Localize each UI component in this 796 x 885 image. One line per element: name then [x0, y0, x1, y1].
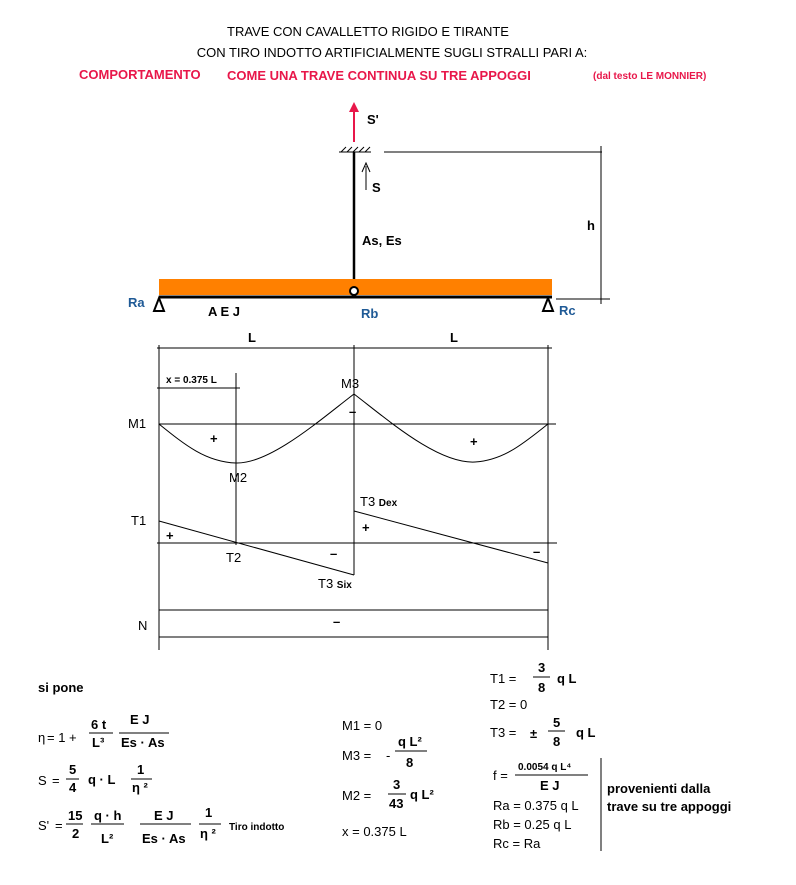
m3-label: M3	[341, 376, 360, 391]
s-eq: =	[52, 773, 60, 788]
normal-force-box	[159, 610, 548, 637]
s-label: S	[372, 180, 381, 195]
x-formula: x = 0.375 L	[342, 824, 407, 839]
s-one: 1	[137, 762, 145, 777]
n-label: N	[138, 618, 148, 633]
s-prime-label: S'	[367, 112, 379, 127]
rc-formula: Rc = Ra	[493, 836, 541, 851]
f-formula-label: f =	[493, 768, 508, 783]
tiro-indotto-label: Tiro indotto	[229, 822, 285, 833]
source-note: (dal testo LE MONNIER)	[593, 71, 707, 82]
t1-label: T1	[131, 513, 147, 528]
shear-left-line	[159, 521, 354, 575]
t2-formula: T2 = 0	[490, 697, 528, 712]
t2-label: T2	[226, 550, 242, 565]
beam-properties-label: A E J	[208, 304, 241, 319]
s-den: 4	[69, 780, 77, 795]
shear-minus-left: –	[330, 546, 338, 561]
s-ql: q · L	[88, 772, 116, 787]
span-left-label: L	[248, 330, 256, 345]
moment-plus-left: +	[210, 431, 218, 446]
m3-den: 8	[406, 755, 414, 770]
t1-num: 3	[538, 660, 546, 675]
s-formula-label: S	[38, 773, 47, 788]
t1-formula-label: T1 =	[490, 671, 517, 686]
sprime-eta2: η ²	[200, 826, 216, 841]
t3-six-label: T3 Six	[318, 576, 352, 591]
t3-num: 5	[553, 715, 561, 730]
m2-label: M2	[229, 470, 248, 485]
t1-den: 8	[538, 680, 546, 695]
sprime-qh: q · h	[94, 808, 122, 823]
sprime-num: 15	[68, 808, 83, 823]
t3-ql: q L	[576, 725, 596, 740]
rb-label: Rb	[361, 306, 379, 321]
support-a-icon	[154, 298, 164, 311]
eta-den-1: L³	[92, 735, 105, 750]
eta-one-plus: = 1 +	[47, 730, 77, 745]
shear-plus-right: +	[362, 520, 370, 535]
induced-tension-arrow-head	[349, 102, 359, 112]
ra-formula: Ra = 0.375 q L	[493, 798, 579, 813]
m3-num: q L²	[398, 734, 422, 749]
sprime-l2: L²	[101, 831, 114, 846]
m3-minus: -	[386, 748, 391, 763]
m3-formula-label: M3 =	[342, 748, 372, 763]
sprime-esas: Es · As	[142, 831, 186, 846]
note-line-2: trave su tre appoggi	[607, 799, 732, 814]
title-line-2: CON TIRO INDOTTO ARTIFICIALMENTE SUGLI STRALLI PARI A:	[196, 45, 588, 60]
eta-num-1: 6 t	[91, 717, 107, 732]
span-right-label: L	[450, 330, 458, 345]
title-line-3a: COMPORTAMENTO	[79, 67, 201, 82]
s-num: 5	[69, 762, 77, 777]
sprime-ej: E J	[154, 808, 174, 823]
normal-minus: –	[333, 614, 341, 629]
m1-formula: M1 = 0	[342, 718, 383, 733]
t3-formula-label: T3 =	[490, 725, 517, 740]
t3-den: 8	[553, 734, 561, 749]
eta-num-2: E J	[130, 712, 150, 727]
m2-den: 43	[389, 796, 404, 811]
moment-plus-right: +	[470, 434, 478, 449]
f-num: 0.0054 q L⁴	[518, 762, 572, 773]
rc-label: Rc	[559, 303, 576, 318]
sprime-formula-label: S'	[38, 818, 50, 833]
title-line-3b: COME UNA TRAVE CONTINUA SU TRE APPOGGI	[227, 68, 531, 83]
tie-section-label: As, Es	[362, 233, 402, 248]
sprime-den: 2	[72, 826, 80, 841]
sprime-eq: =	[55, 818, 63, 833]
s-eta2: η ²	[132, 780, 148, 795]
hinge	[350, 287, 358, 295]
title-line-1: TRAVE CON CAVALLETTO RIGIDO E TIRANTE	[227, 24, 509, 39]
sprime-one: 1	[205, 805, 213, 820]
t3-pm: ±	[530, 726, 538, 741]
rb-formula: Rb = 0.25 q L	[493, 817, 572, 832]
m2-num: 3	[393, 777, 401, 792]
eta-den-2: Es · As	[121, 735, 165, 750]
m1-label: M1	[128, 416, 147, 431]
note-line-1: provenienti dalla	[607, 781, 711, 796]
t3-dex-label: T3 Dex	[360, 494, 398, 509]
support-c-icon	[543, 298, 553, 311]
eta-symbol: η	[38, 730, 46, 745]
ra-label: Ra	[128, 295, 145, 310]
m2-ql2: q L²	[410, 787, 434, 802]
m2-formula-label: M2 =	[342, 788, 372, 803]
t1-ql: q L	[557, 671, 577, 686]
f-den: E J	[540, 778, 560, 793]
x-dim-label: x = 0.375 L	[166, 375, 217, 386]
h-label: h	[587, 218, 595, 233]
top-anchor-hatch	[341, 147, 370, 152]
si-pone: si pone	[38, 680, 84, 695]
shear-minus-right: –	[533, 544, 541, 559]
moment-minus: –	[349, 404, 357, 419]
shear-right-line	[354, 511, 548, 563]
shear-plus-left: +	[166, 528, 174, 543]
